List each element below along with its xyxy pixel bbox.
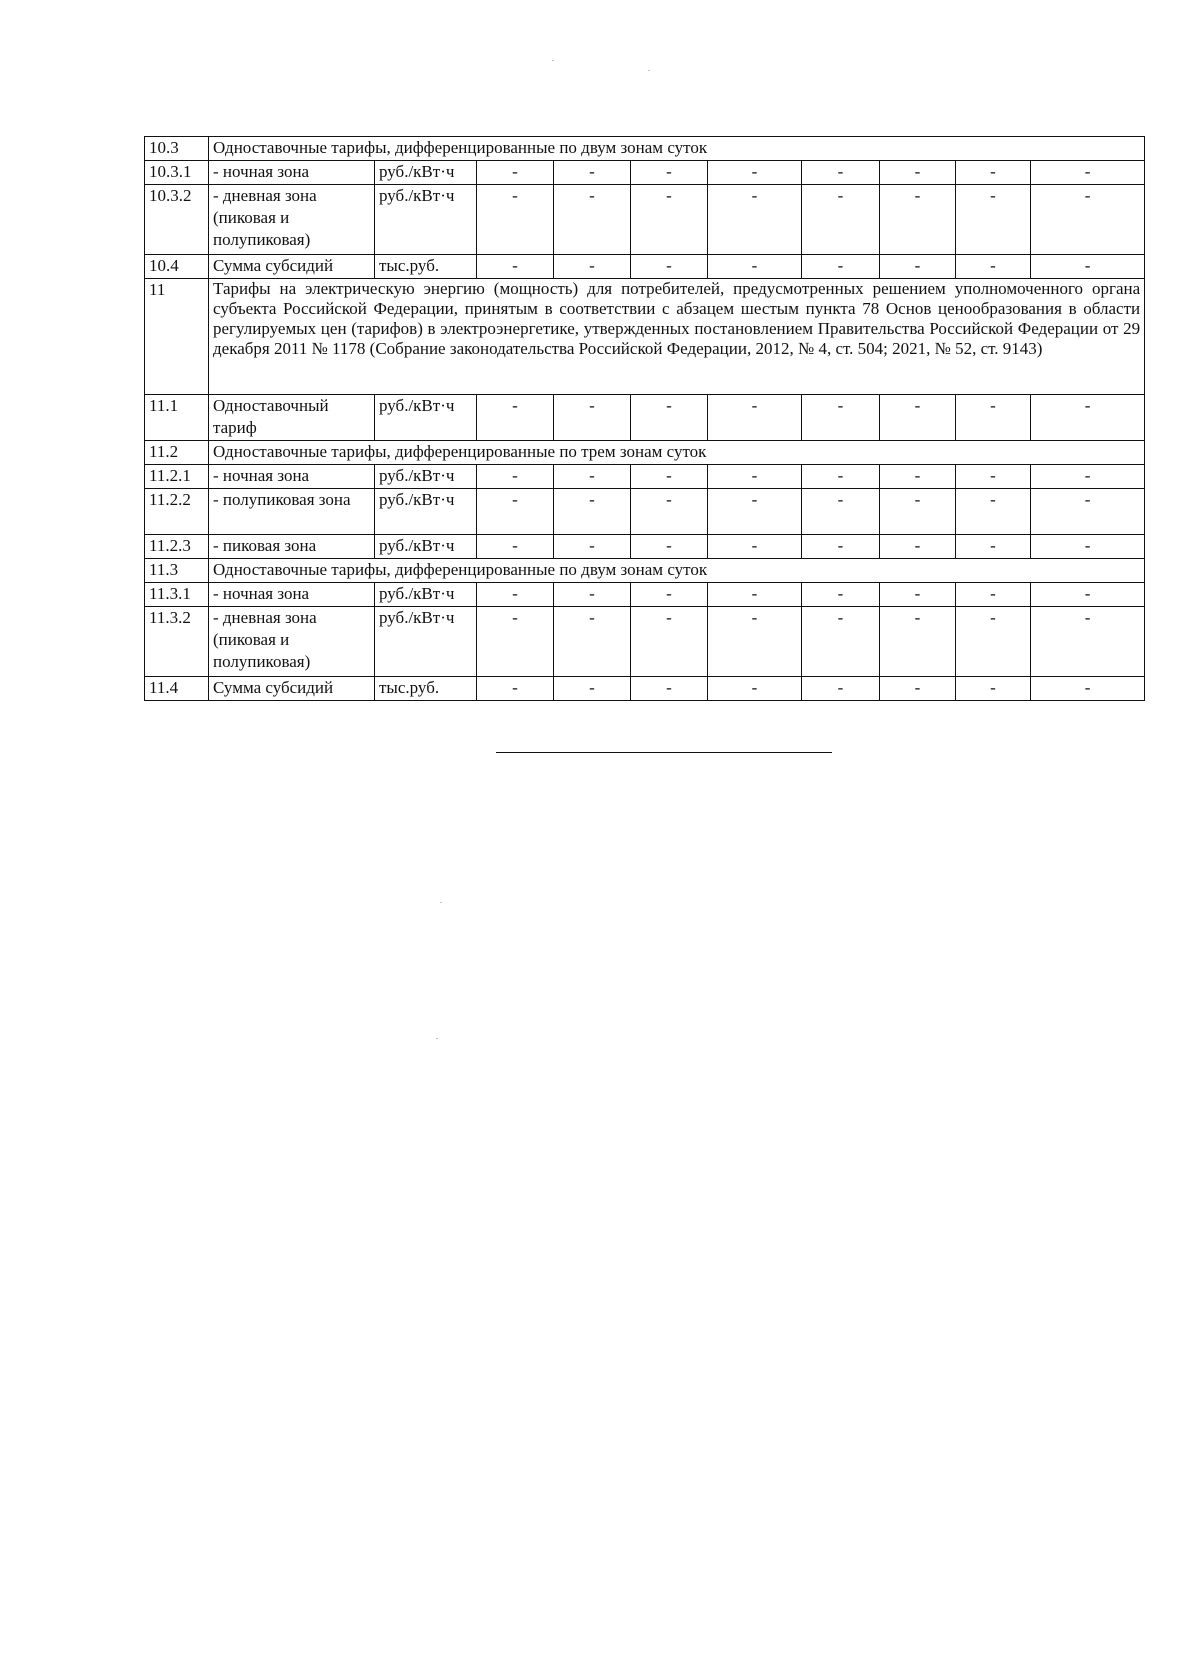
table-cell: - [708, 161, 802, 185]
table-row [145, 583, 1145, 607]
table-cell: - [554, 465, 631, 489]
table-cell: - [802, 677, 880, 701]
section-title: Одноставочные тарифы, дифференцированные по двум зонам суток [209, 137, 1145, 161]
table-cell: - [880, 583, 956, 607]
table-cell: - [1031, 161, 1145, 185]
row-number: 11.4 [145, 677, 209, 701]
table-cell: - [554, 677, 631, 701]
table-row [145, 279, 1145, 395]
table-row [145, 559, 1145, 583]
table-cell: - [477, 465, 554, 489]
table-cell: - [880, 489, 956, 535]
table-cell: - [477, 161, 554, 185]
table-cell: - [1031, 677, 1145, 701]
table-cell: - [1031, 535, 1145, 559]
scan-speck [440, 902, 442, 903]
table-cell: - [956, 465, 1031, 489]
table-row [145, 255, 1145, 279]
row-number: 10.3 [145, 137, 209, 161]
table-cell: - [802, 255, 880, 279]
table-cell: - [1031, 489, 1145, 535]
row-label: - полупиковая зона [209, 489, 375, 535]
table-cell: - [880, 607, 956, 677]
table-row [145, 137, 1145, 161]
table-cell: - [477, 255, 554, 279]
table-cell: - [708, 677, 802, 701]
row-unit: тыс.руб. [375, 677, 477, 701]
table-cell: - [631, 489, 708, 535]
row-label: Одноставочный тариф [209, 395, 375, 441]
table-cell: - [477, 607, 554, 677]
row-label: - ночная зона [209, 583, 375, 607]
row-label: - дневная зона (пиковая и полупиковая) [209, 607, 375, 677]
table-cell: - [802, 607, 880, 677]
row-unit: руб./кВт·ч [375, 395, 477, 441]
table-cell: - [880, 255, 956, 279]
table-cell: - [554, 161, 631, 185]
table-cell: - [477, 535, 554, 559]
table-cell: - [708, 185, 802, 255]
table-cell: - [708, 255, 802, 279]
table-cell: - [631, 185, 708, 255]
section-title: Одноставочные тарифы, дифференцированные по трем зонам суток [209, 441, 1145, 465]
row-number: 11.3.2 [145, 607, 209, 677]
row-number: 11.1 [145, 395, 209, 441]
table-cell: - [802, 489, 880, 535]
table-cell: - [708, 583, 802, 607]
table-row [145, 607, 1145, 677]
table-cell: - [956, 607, 1031, 677]
table-cell: - [631, 607, 708, 677]
scan-speck [436, 1038, 438, 1039]
row-number: 10.3.2 [145, 185, 209, 255]
section-title: Тарифы на электрическую энергию (мощность) для потребителей, предусмотренных решением уполномоченного органа субъекта Российской Федерации, принятым в соответствии с абзацем шестым пункта 78 Основ ценообразования в области регулируемых цен (тарифов) в электроэнергетике, утвержденных постановлением Правительства Российской Федерации от 29 декабря 2011 № 1178 (Собрание законодательства Российской Федерации, 2012, № 4, ст. 504; 2021, № 52, ст. 9143) [209, 279, 1145, 395]
row-label: - ночная зона [209, 161, 375, 185]
table-cell: - [554, 583, 631, 607]
table-cell: - [880, 677, 956, 701]
end-of-document-rule [496, 752, 832, 753]
row-number: 11.2.3 [145, 535, 209, 559]
table-cell: - [477, 185, 554, 255]
table-cell: - [554, 255, 631, 279]
table-row [145, 465, 1145, 489]
row-unit: руб./кВт·ч [375, 185, 477, 255]
table-cell: - [477, 395, 554, 441]
table-cell: - [956, 489, 1031, 535]
row-number: 10.4 [145, 255, 209, 279]
row-number: 11.2.2 [145, 489, 209, 535]
table-cell: - [956, 535, 1031, 559]
row-label: - пиковая зона [209, 535, 375, 559]
row-unit: тыс.руб. [375, 255, 477, 279]
scan-speck [648, 70, 650, 71]
row-number: 10.3.1 [145, 161, 209, 185]
row-label: Сумма субсидий [209, 255, 375, 279]
scan-speck [552, 60, 554, 61]
row-number: 11.3.1 [145, 583, 209, 607]
table-cell: - [631, 395, 708, 441]
table-cell: - [880, 465, 956, 489]
table-cell: - [1031, 465, 1145, 489]
row-label: - дневная зона (пиковая и полупиковая) [209, 185, 375, 255]
table-cell: - [708, 465, 802, 489]
table-cell: - [802, 583, 880, 607]
table-row [145, 489, 1145, 535]
table-cell: - [554, 395, 631, 441]
table-cell: - [880, 395, 956, 441]
table-cell: - [554, 489, 631, 535]
row-number: 11.3 [145, 559, 209, 583]
row-unit: руб./кВт·ч [375, 535, 477, 559]
row-label: Сумма субсидий [209, 677, 375, 701]
row-unit: руб./кВт·ч [375, 161, 477, 185]
table-cell: - [956, 583, 1031, 607]
table-cell: - [631, 677, 708, 701]
row-number: 11.2.1 [145, 465, 209, 489]
table-row [145, 185, 1145, 255]
table-cell: - [956, 395, 1031, 441]
section-title: Одноставочные тарифы, дифференцированные по двум зонам суток [209, 559, 1145, 583]
row-unit: руб./кВт·ч [375, 583, 477, 607]
row-unit: руб./кВт·ч [375, 465, 477, 489]
table-cell: - [802, 465, 880, 489]
row-unit: руб./кВт·ч [375, 489, 477, 535]
table-row [145, 677, 1145, 701]
table-cell: - [880, 161, 956, 185]
table-row [145, 395, 1145, 441]
table-cell: - [1031, 395, 1145, 441]
row-number: 11.2 [145, 441, 209, 465]
table-cell: - [554, 185, 631, 255]
table-cell: - [956, 185, 1031, 255]
table-cell: - [880, 535, 956, 559]
table-cell: - [631, 535, 708, 559]
table-cell: - [477, 677, 554, 701]
table-row [145, 535, 1145, 559]
table-cell: - [631, 255, 708, 279]
table-cell: - [554, 607, 631, 677]
table-cell: - [802, 535, 880, 559]
table-cell: - [880, 185, 956, 255]
table-cell: - [1031, 185, 1145, 255]
table-cell: - [1031, 255, 1145, 279]
table-cell: - [802, 161, 880, 185]
table-cell: - [708, 395, 802, 441]
table-cell: - [956, 255, 1031, 279]
table-cell: - [554, 535, 631, 559]
table-cell: - [477, 489, 554, 535]
table-cell: - [631, 161, 708, 185]
row-unit: руб./кВт·ч [375, 607, 477, 677]
table-cell: - [631, 465, 708, 489]
table-cell: - [708, 535, 802, 559]
row-number: 11 [145, 279, 209, 395]
table-cell: - [802, 395, 880, 441]
row-label: - ночная зона [209, 465, 375, 489]
table-cell: - [802, 185, 880, 255]
table-cell: - [477, 583, 554, 607]
table-row [145, 161, 1145, 185]
table-cell: - [956, 677, 1031, 701]
table-cell: - [708, 607, 802, 677]
table-cell: - [956, 161, 1031, 185]
table-cell: - [708, 489, 802, 535]
table-cell: - [1031, 583, 1145, 607]
tariff-table [144, 136, 1145, 701]
table-cell: - [1031, 607, 1145, 677]
table-row [145, 441, 1145, 465]
table-cell: - [631, 583, 708, 607]
